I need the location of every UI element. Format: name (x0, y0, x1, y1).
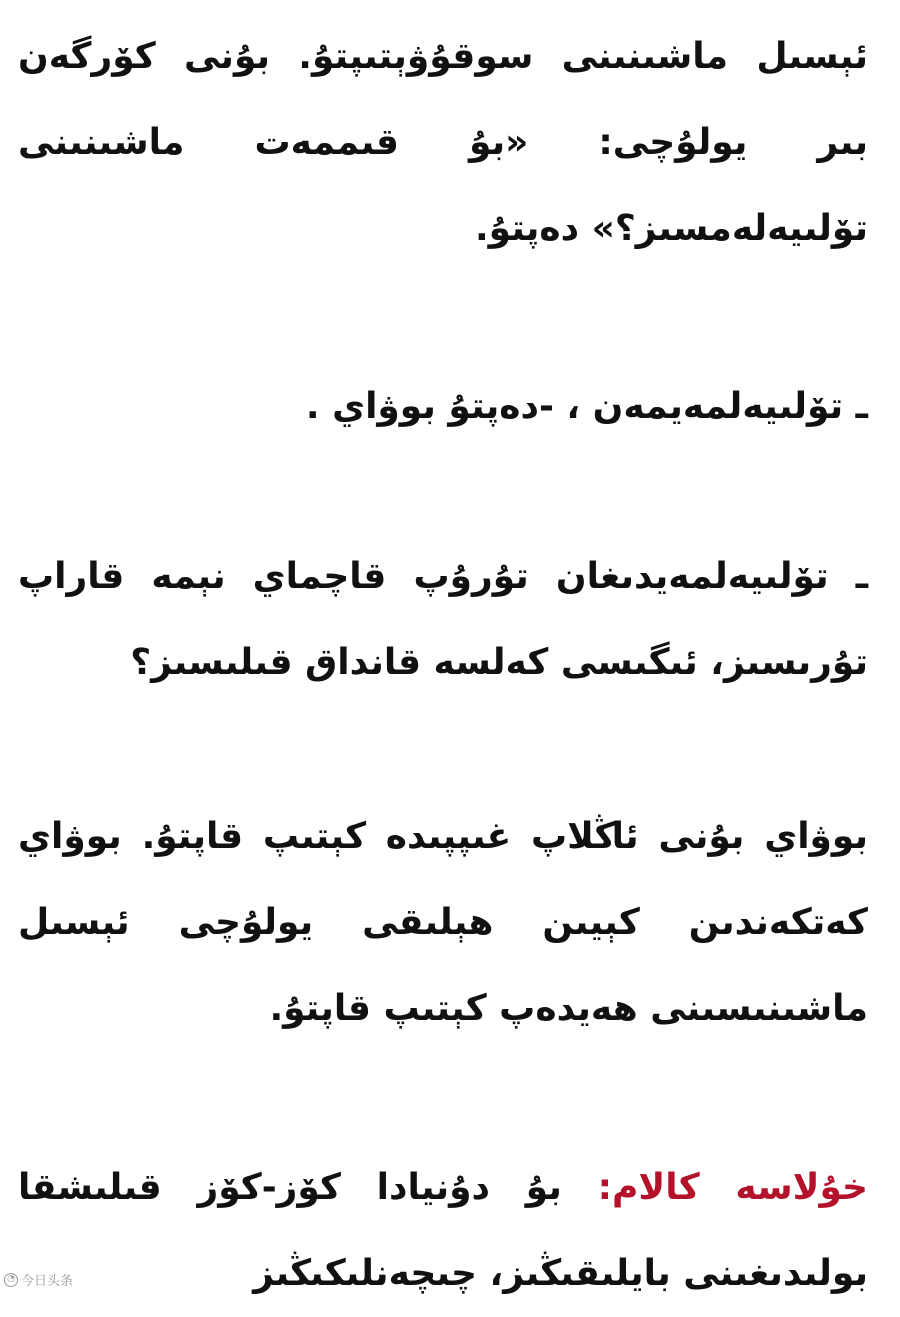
paragraph-3: ـ تۆلىيەلمەيدىغان تۇرۇپ قاچماي نېمە قاراپ تۇرىسىز، ئىگىسى كەلسە قانداق قىلىسىز؟ (18, 556, 868, 683)
summary-label: خۇلاسە كالام: (597, 1167, 868, 1208)
paragraph-1: ئېسىل ماشىنىنى سوقۇۋېتىپتۇ. بۇنى كۆرگەن بىر يولۇچى: «بۇ قىممەت ماشىنىنى تۆلىيەلەمسىز؟» دەپتۇ. (18, 36, 868, 249)
summary-text: بۇ دۇنيادا كۆز-كۆز قىلىشقا بولىدىغىنى بايلىقىڭىز، چىچەنلىكىڭىز (18, 1167, 868, 1294)
paragraph-2: ـ تۆلىيەلمەيمەن ، -دەپتۇ بوۋاي . (305, 386, 868, 427)
watermark-text: 今日头条 (21, 1274, 74, 1289)
paragraph-4: بوۋاي بۇنى ئاڭلاپ غىپپىدە كېتىپ قاپتۇ. بوۋاي كەتكەندىن كېيىن ھېلىقى يولۇچى ئېسىل ماشىنىسىنى ھەيدەپ كېتىپ قاپتۇ. (18, 816, 868, 1029)
paragraph-5-summary (18, 1145, 868, 1317)
watermark (4, 1270, 73, 1289)
watermark-logo-icon: ◔ (4, 1273, 18, 1287)
